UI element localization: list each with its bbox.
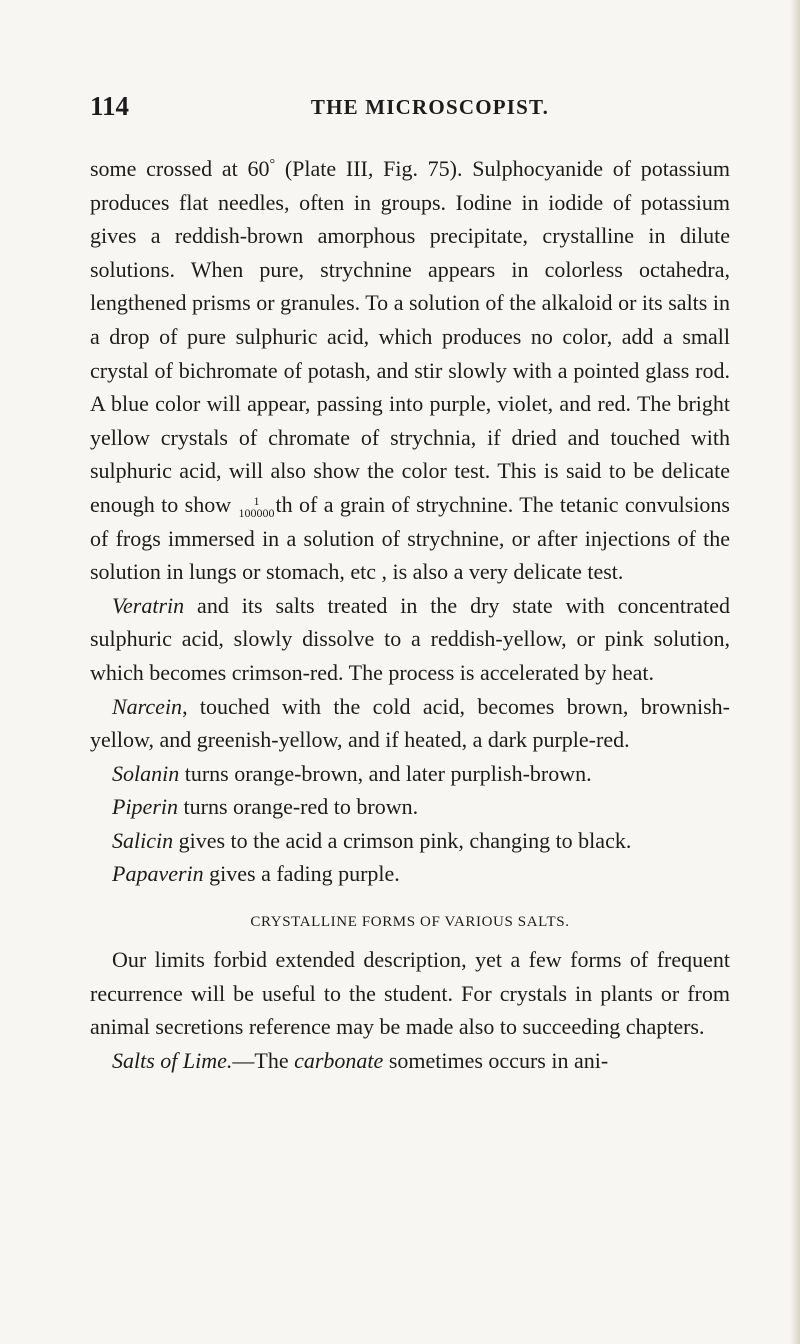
fraction-denominator: 100000 — [238, 505, 275, 520]
page-number: 114 — [90, 91, 130, 121]
term-italic: Narcein — [112, 693, 183, 719]
text-run: , touched with the cold acid, becomes brown, brownish-yellow, and greenish-yellow, and if heated, a dark purple-red. — [90, 693, 730, 753]
text-run: some crossed at 60 — [90, 156, 270, 181]
paragraph-solanin — [90, 757, 730, 791]
text-run: gives a fading purple. — [203, 861, 400, 887]
text-run: (Plate III, Fig. 75). Sulphocyanide of potassium produces flat needles, often in groups. Iodine in iodide of potassium gives a reddish-brown amorphous precipitate, crystalline in dilute solutions. When pure, strychnine appears in colorless octahedra, lengthened prisms or granules. To a solution of the alkaloid or its salts in a drop of pure sulphuric acid, which produces no color, add a small crystal of bichromate of potash, and stir slowly with a pointed glass rod. A blue color will appear, passing into purple, violet, and red. The bright yellow crystals of chromate of strychnia, if dried and touched with sulphuric acid, will also show the color test. This is said to be delicate enough to show — [90, 156, 731, 517]
paragraph-salts-of-lime — [90, 1044, 730, 1078]
text-run: gives to the acid a crimson pink, changing to black. — [173, 827, 632, 853]
fraction-numerator: 1 — [253, 493, 260, 508]
page-edge-shadow — [790, 0, 800, 1344]
term-italic: Papaverin — [112, 861, 204, 887]
section-heading: CRYSTALLINE FORMS OF VARIOUS SALTS. — [250, 914, 570, 931]
paragraph-strychnine — [90, 148, 730, 589]
page-header — [90, 91, 730, 123]
term-italic: Solanin — [112, 760, 180, 786]
text-run: th of a grain of strychnine. The tetanic convulsions of frogs immersed in a solution of strychnine, or after injections of the solution in lungs or stomach, etc , is also a very delicate test. — [90, 491, 730, 585]
paragraph-limits: Our limits forbid extended description, yet a few forms of frequent recurrence will be useful to the student. For crystals in plants or from animal secretions reference may be made also to succeeding chapters. — [90, 947, 730, 1040]
text-run: turns orange-red to brown. — [178, 794, 419, 820]
paragraph-piperin — [90, 790, 730, 824]
degree-sign: ° — [269, 157, 276, 172]
term-italic: carbonate — [294, 1047, 384, 1073]
paragraph-papaverin — [90, 857, 730, 891]
term-italic: Salicin — [112, 827, 174, 853]
text-run: turns orange-brown, and later purplish-brown. — [179, 760, 592, 786]
paragraph-salicin — [90, 824, 730, 858]
term-italic: Veratrin — [112, 592, 185, 618]
page-body — [90, 148, 730, 1077]
running-head: THE MICROSCOPIST. — [310, 95, 550, 119]
paragraph-narcein — [90, 690, 730, 757]
fraction — [238, 495, 274, 519]
term-italic: Piperin — [112, 794, 178, 820]
term-italic: Salts of Lime. — [112, 1047, 233, 1073]
paragraph-veratrin — [90, 589, 730, 690]
text-run: —The — [232, 1047, 295, 1073]
text-run: sometimes occurs in ani- — [383, 1047, 609, 1073]
text-run: and its salts treated in the dry state with concentrated sulphuric acid, slowly dissolve to a reddish-yellow, or pink solution, which becomes crimson-red. The process is accelerated by heat. — [90, 592, 730, 685]
